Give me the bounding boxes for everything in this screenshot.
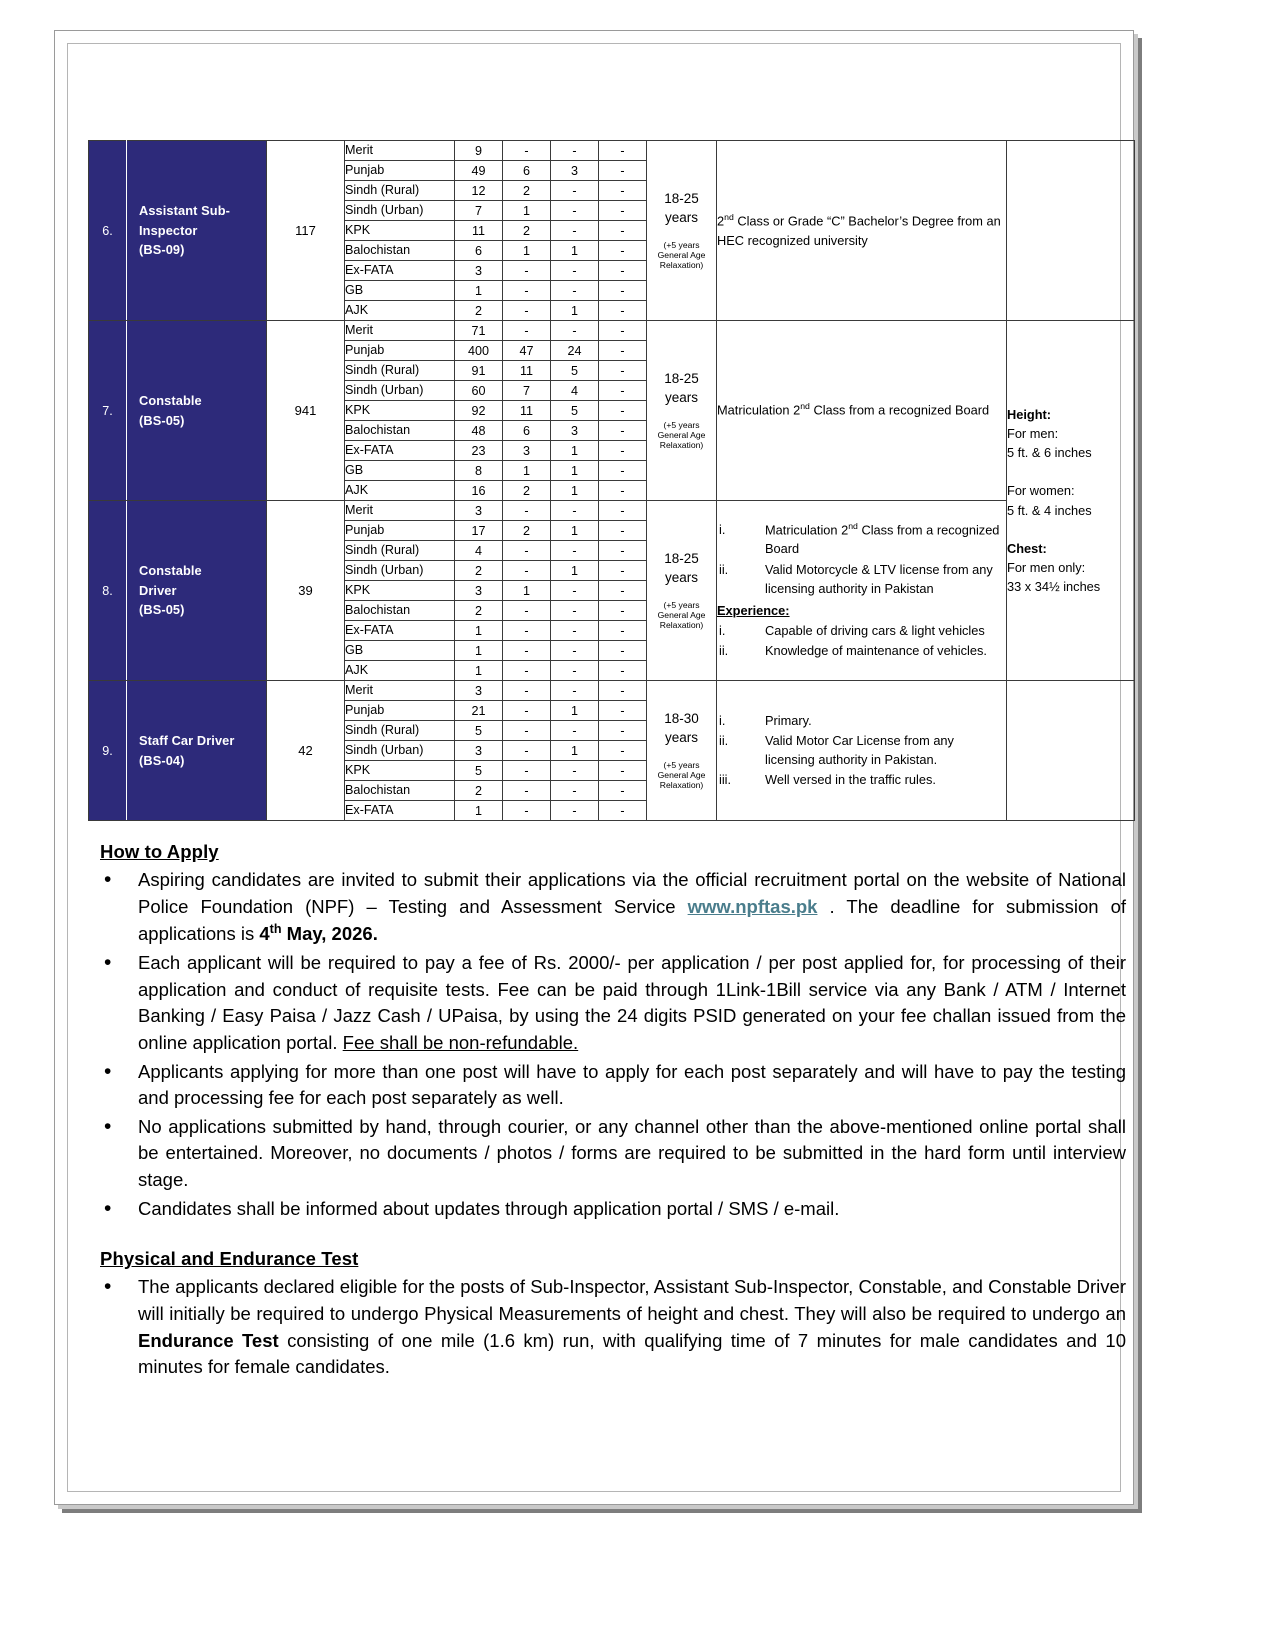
quota-label-cell: Sindh (Rural) (345, 361, 455, 381)
qualification-list (717, 711, 1006, 790)
roman-marker: ii. (719, 732, 729, 748)
quota-label-cell: Ex-FATA (345, 261, 455, 281)
qualification-cell (717, 681, 1007, 821)
fee-non-refundable-note: Fee shall be non-refundable. (342, 1031, 579, 1053)
quota-value-cell: - (599, 501, 647, 521)
quota-value-cell: 1 (551, 741, 599, 761)
quota-value-cell: 49 (455, 161, 503, 181)
quota-value-cell: - (599, 641, 647, 661)
quota-value-cell: - (599, 801, 647, 821)
table-row (89, 501, 1135, 521)
quota-value-cell: 92 (455, 401, 503, 421)
quota-label-cell: Balochistan (345, 601, 455, 621)
quota-value-cell: 1 (551, 301, 599, 321)
quota-value-cell: 3 (455, 261, 503, 281)
quota-value-cell: 3 (455, 681, 503, 701)
quota-value-cell: - (551, 501, 599, 521)
vacancies-table (88, 140, 1135, 821)
qualification-list (717, 520, 1006, 598)
quota-label-cell: Sindh (Urban) (345, 741, 455, 761)
quota-value-cell: 91 (455, 361, 503, 381)
quota-value-cell: - (599, 741, 647, 761)
quota-value-cell: 6 (503, 421, 551, 441)
quota-value-cell: 5 (455, 721, 503, 741)
roman-marker: i. (719, 521, 726, 537)
quota-value-cell: - (599, 141, 647, 161)
sr-no-cell: 9. (89, 681, 127, 821)
vacancies-cell: 117 (267, 141, 345, 321)
quota-value-cell: 1 (551, 701, 599, 721)
quota-value-cell: - (599, 321, 647, 341)
post-name-cell: Constable Driver (BS-05) (127, 501, 267, 681)
quota-value-cell: - (599, 281, 647, 301)
chest-label: For men only: (1007, 560, 1086, 576)
quota-value-cell: - (551, 621, 599, 641)
age-relaxation-note: (+5 years General Age Relaxation) (657, 239, 706, 270)
experience-item: i. Capable of driving cars & light vehicles (717, 621, 1006, 640)
deadline-day: 4 (259, 923, 270, 945)
quota-value-cell: - (503, 661, 551, 681)
quota-value-cell: 1 (455, 801, 503, 821)
age-limit-cell: 18-25 years (+5 years General Age Relaxation) (647, 321, 717, 501)
quota-value-cell: - (599, 241, 647, 261)
physical-test-heading: Physical and Endurance Test (100, 1248, 359, 1270)
age-relaxation-note: (+5 years General Age Relaxation) (657, 599, 706, 630)
qualification-cell: Matriculation 2nd Class from a recognized Board (717, 321, 1007, 501)
physical-standards-cell (1007, 681, 1135, 821)
quota-label-cell: Punjab (345, 161, 455, 181)
height-women-value: 5 ft. & 4 inches (1007, 502, 1092, 518)
quota-value-cell: 71 (455, 321, 503, 341)
quota-value-cell: 1 (551, 561, 599, 581)
quota-label-cell: Sindh (Urban) (345, 561, 455, 581)
quota-label-cell: Merit (345, 321, 455, 341)
quota-label-cell: Punjab (345, 701, 455, 721)
quota-value-cell: 2 (503, 481, 551, 501)
quota-value-cell: - (503, 641, 551, 661)
quota-label-cell: Punjab (345, 521, 455, 541)
bullet-icon: • (104, 951, 112, 975)
quota-value-cell: 8 (455, 461, 503, 481)
quota-value-cell: 1 (503, 201, 551, 221)
quota-label-cell: KPK (345, 581, 455, 601)
quota-value-cell: 17 (455, 521, 503, 541)
quota-label-cell: Sindh (Rural) (345, 721, 455, 741)
quota-value-cell: 3 (503, 441, 551, 461)
quota-value-cell: - (551, 601, 599, 621)
qualification-item: i. Primary. (717, 711, 1006, 730)
quota-value-cell: - (599, 261, 647, 281)
quota-label-cell: Punjab (345, 341, 455, 361)
height-men-label: For men: (1007, 425, 1059, 441)
quota-label-cell: Merit (345, 501, 455, 521)
quota-value-cell: - (551, 221, 599, 241)
quota-value-cell: 1 (503, 241, 551, 261)
quota-label-cell: Balochistan (345, 241, 455, 261)
quota-label-cell: Ex-FATA (345, 441, 455, 461)
document-content (88, 140, 1134, 1383)
quota-value-cell: 2 (455, 561, 503, 581)
quota-value-cell: - (599, 521, 647, 541)
quota-value-cell: 23 (455, 441, 503, 461)
quota-value-cell: - (551, 261, 599, 281)
quota-value-cell: - (599, 721, 647, 741)
quota-label-cell: KPK (345, 761, 455, 781)
quota-label-cell: Balochistan (345, 781, 455, 801)
post-name-cell: Constable (BS-05) (127, 321, 267, 501)
sr-no-cell: 8. (89, 501, 127, 681)
bullet-icon: • (104, 1275, 112, 1299)
list-item (88, 1196, 1134, 1223)
quota-value-cell: 2 (455, 781, 503, 801)
quota-label-cell: AJK (345, 661, 455, 681)
quota-value-cell: 3 (455, 501, 503, 521)
quota-value-cell: - (599, 421, 647, 441)
quota-value-cell: - (503, 721, 551, 741)
quota-value-cell: 5 (551, 361, 599, 381)
list-item (88, 1114, 1134, 1194)
quota-label-cell: AJK (345, 481, 455, 501)
physical-standards-cell (1007, 141, 1135, 321)
list-item (88, 1059, 1134, 1112)
quota-value-cell: - (503, 681, 551, 701)
roman-marker: iii. (719, 772, 732, 788)
height-heading: Height: (1007, 406, 1052, 422)
quota-label-cell: GB (345, 641, 455, 661)
quota-value-cell: - (599, 181, 647, 201)
quota-value-cell: - (551, 761, 599, 781)
experience-list (717, 621, 1006, 660)
physical-bullet-text-b: consisting of one mile (1.6 km) run, with qualifying time of 7 minutes for male candidates and 10 minutes for female candidates. (138, 1329, 1126, 1378)
quota-value-cell: 5 (455, 761, 503, 781)
table-row (89, 681, 1135, 701)
age-limit-cell: 18-30 years (+5 years General Age Relaxation) (647, 681, 717, 821)
quota-value-cell: - (551, 201, 599, 221)
quota-value-cell: - (599, 441, 647, 461)
roman-marker: ii. (719, 561, 729, 577)
quota-value-cell: 6 (503, 161, 551, 181)
quota-value-cell: - (503, 781, 551, 801)
list-item (88, 1274, 1134, 1381)
quota-value-cell: - (599, 381, 647, 401)
apply-bullet-2-text: Each applicant will be required to pay a fee of Rs. 2000/- per application / per post applied for, for processing of their application and conduct of requisite tests. Fee can be paid through 1Link-1Bill service via any Bank / ATM / Internet Banking / Easy Paisa / Jazz Cash / UPaisa, by using the 24 digits PSID generated on your fee challan issued from the online application portal. (138, 952, 1126, 1053)
deadline-day-suffix: th (269, 922, 282, 937)
qualification-item: iii. Well versed in the traffic rules. (717, 770, 1006, 789)
bullet-icon: • (104, 1196, 112, 1220)
quota-label-cell: Sindh (Urban) (345, 381, 455, 401)
quota-value-cell: - (503, 561, 551, 581)
quota-value-cell: - (599, 161, 647, 181)
quota-label-cell: GB (345, 461, 455, 481)
quota-value-cell: 1 (503, 461, 551, 481)
height-men-value: 5 ft. & 6 inches (1007, 444, 1092, 460)
quota-label-cell: Sindh (Urban) (345, 201, 455, 221)
quota-value-cell: - (551, 801, 599, 821)
quota-value-cell: 7 (455, 201, 503, 221)
endurance-test-label: Endurance Test (138, 1329, 279, 1351)
quota-value-cell: 2 (503, 521, 551, 541)
apply-bullet-5-text: Candidates shall be informed about updates through application portal / SMS / e-mail. (138, 1197, 840, 1219)
quota-value-cell: - (551, 581, 599, 601)
quota-label-cell: KPK (345, 221, 455, 241)
quota-value-cell: - (551, 321, 599, 341)
quota-value-cell: - (551, 141, 599, 161)
qualification-cell (717, 501, 1007, 681)
quota-value-cell: - (551, 541, 599, 561)
deadline-rest: May, 2026. (281, 923, 378, 945)
quota-value-cell: - (503, 281, 551, 301)
quota-value-cell: 60 (455, 381, 503, 401)
quota-label-cell: AJK (345, 301, 455, 321)
quota-value-cell: 11 (503, 401, 551, 421)
quota-value-cell: 2 (503, 221, 551, 241)
vacancies-cell: 39 (267, 501, 345, 681)
quota-value-cell: - (599, 541, 647, 561)
quota-value-cell: 2 (503, 181, 551, 201)
quota-value-cell: 1 (455, 661, 503, 681)
list-item (88, 867, 1134, 948)
quota-label-cell: Balochistan (345, 421, 455, 441)
quota-value-cell: 1 (551, 461, 599, 481)
quota-value-cell: - (503, 321, 551, 341)
bullet-icon: • (104, 1059, 112, 1083)
how-to-apply-heading: How to Apply (100, 841, 219, 862)
quota-value-cell: 48 (455, 421, 503, 441)
quota-value-cell: - (599, 401, 647, 421)
experience-item: ii. Knowledge of maintenance of vehicles. (717, 641, 1006, 660)
quota-value-cell: - (551, 661, 599, 681)
quota-value-cell: 1 (455, 621, 503, 641)
roman-marker: i. (719, 712, 726, 728)
quota-value-cell: 1 (551, 441, 599, 461)
quota-value-cell: 3 (551, 161, 599, 181)
quota-value-cell: - (503, 761, 551, 781)
quota-value-cell: 3 (551, 421, 599, 441)
chest-heading: Chest: (1007, 540, 1047, 556)
quota-value-cell: 6 (455, 241, 503, 261)
chest-value: 33 x 34½ inches (1007, 579, 1101, 595)
age-relaxation-note: (+5 years General Age Relaxation) (657, 759, 706, 790)
quota-value-cell: - (503, 261, 551, 281)
quota-value-cell: 1 (551, 481, 599, 501)
quota-value-cell: - (599, 581, 647, 601)
qualification-item: i. Matriculation 2nd Class from a recognized Board (719, 520, 1000, 557)
quota-value-cell: 1 (455, 281, 503, 301)
post-name-cell: Staff Car Driver (BS-04) (127, 681, 267, 821)
quota-value-cell: - (599, 601, 647, 621)
quota-value-cell: - (599, 661, 647, 681)
quota-value-cell: - (503, 801, 551, 821)
physical-standards-cell (1007, 321, 1135, 681)
quota-value-cell: - (599, 361, 647, 381)
apply-bullet-1-text-a: Aspiring candidates are invited to submit their applications via the official recruitment portal on the website of National Police Foundation (NPF) – Testing and Assessment Service (138, 869, 1126, 917)
physical-bullet-text-a: The applicants declared eligible for the posts of Sub-Inspector, Assistant Sub-Inspector, Constable, and Constable Driver will initially be required to undergo Physical Measurements of height and chest. They will also be required to undergo an (138, 1276, 1126, 1324)
age-limit-cell: 18-25 years (+5 years General Age Relaxation) (647, 141, 717, 321)
experience-heading: Experience: (717, 602, 790, 618)
bullet-icon: • (104, 1114, 112, 1138)
qualification-item: ii. Valid Motorcycle & LTV license from any licensing authority in Pakistan (719, 561, 993, 596)
quota-value-cell: 11 (455, 221, 503, 241)
qualification-cell: 2nd Class or Grade “C” Bachelor’s Degree from an HEC recognized university (717, 141, 1007, 321)
quota-value-cell: 1 (551, 241, 599, 261)
physical-endurance-section (88, 1248, 1134, 1381)
quota-value-cell: - (599, 681, 647, 701)
quota-value-cell: - (551, 721, 599, 741)
apply-bullet-1-text-b: . The deadline for submission of applications is (138, 895, 1127, 945)
physical-test-list (88, 1274, 1134, 1381)
how-to-apply-list (88, 867, 1134, 1222)
quota-value-cell: - (503, 541, 551, 561)
table-row (89, 141, 1135, 161)
post-name-cell: Assistant Sub- Inspector (BS-09) (127, 141, 267, 321)
quota-value-cell: 1 (503, 581, 551, 601)
quota-value-cell: 1 (551, 521, 599, 541)
quota-value-cell: - (503, 701, 551, 721)
quota-value-cell: - (503, 621, 551, 641)
quota-value-cell: - (551, 781, 599, 801)
sr-no-cell: 7. (89, 321, 127, 501)
quota-value-cell: - (599, 301, 647, 321)
quota-value-cell: - (599, 201, 647, 221)
height-women-label: For women: (1007, 483, 1075, 499)
quota-value-cell: - (503, 501, 551, 521)
quota-value-cell: - (551, 181, 599, 201)
roman-marker: ii. (719, 642, 729, 658)
quota-value-cell: - (599, 781, 647, 801)
quota-label-cell: Merit (345, 681, 455, 701)
quota-value-cell: - (599, 621, 647, 641)
quota-value-cell: 3 (455, 741, 503, 761)
quota-value-cell: 5 (551, 401, 599, 421)
quota-value-cell: 12 (455, 181, 503, 201)
quota-value-cell: - (599, 701, 647, 721)
quota-value-cell: - (599, 461, 647, 481)
age-relaxation-note: (+5 years General Age Relaxation) (657, 419, 706, 450)
quota-label-cell: KPK (345, 401, 455, 421)
quota-label-cell: Sindh (Rural) (345, 181, 455, 201)
quota-value-cell: - (599, 221, 647, 241)
quota-value-cell: 47 (503, 341, 551, 361)
quota-label-cell: Ex-FATA (345, 621, 455, 641)
list-item (88, 950, 1134, 1057)
quota-value-cell: 16 (455, 481, 503, 501)
bullet-icon: • (104, 868, 112, 891)
quota-value-cell: - (599, 481, 647, 501)
quota-value-cell: 9 (455, 141, 503, 161)
quota-value-cell: - (599, 341, 647, 361)
quota-value-cell: - (503, 601, 551, 621)
table-row (89, 321, 1135, 341)
quota-value-cell: 4 (455, 541, 503, 561)
quota-value-cell: 1 (455, 641, 503, 661)
quota-value-cell: - (551, 641, 599, 661)
quota-value-cell: - (551, 681, 599, 701)
vacancies-cell: 42 (267, 681, 345, 821)
quota-value-cell: 24 (551, 341, 599, 361)
npftas-link[interactable]: www.npftas.pk (687, 895, 818, 917)
quota-value-cell: 400 (455, 341, 503, 361)
quota-value-cell: 2 (455, 301, 503, 321)
apply-bullet-3-text: Applicants applying for more than one post will have to apply for each post separately and will have to pay the testing and processing fee for each post separately as well. (138, 1060, 1126, 1109)
quota-value-cell: 21 (455, 701, 503, 721)
roman-marker: i. (719, 622, 726, 638)
quota-value-cell: - (599, 561, 647, 581)
quota-value-cell: - (503, 141, 551, 161)
quota-value-cell: 7 (503, 381, 551, 401)
quota-value-cell: 11 (503, 361, 551, 381)
quota-value-cell: - (551, 281, 599, 301)
quota-value-cell: 3 (455, 581, 503, 601)
quota-value-cell: 4 (551, 381, 599, 401)
quota-value-cell: - (599, 761, 647, 781)
vacancies-table-body (89, 141, 1135, 821)
apply-bullet-4-text: No applications submitted by hand, through courier, or any channel other than the above-mentioned online portal shall be entertained. Moreover, no documents / photos / forms are required to be submitted in the hard form until interview stage. (138, 1115, 1126, 1191)
sr-no-cell: 6. (89, 141, 127, 321)
quota-label-cell: Sindh (Rural) (345, 541, 455, 561)
quota-label-cell: GB (345, 281, 455, 301)
quota-label-cell: Merit (345, 141, 455, 161)
vacancies-cell: 941 (267, 321, 345, 501)
how-to-apply-section (88, 841, 1134, 1222)
qualification-item: ii. Valid Motor Car License from any licensing authority in Pakistan. (719, 732, 954, 767)
quota-value-cell: - (503, 301, 551, 321)
quota-label-cell: Ex-FATA (345, 801, 455, 821)
quota-value-cell: - (503, 741, 551, 761)
age-limit-cell: 18-25 years (+5 years General Age Relaxation) (647, 501, 717, 681)
quota-value-cell: 2 (455, 601, 503, 621)
